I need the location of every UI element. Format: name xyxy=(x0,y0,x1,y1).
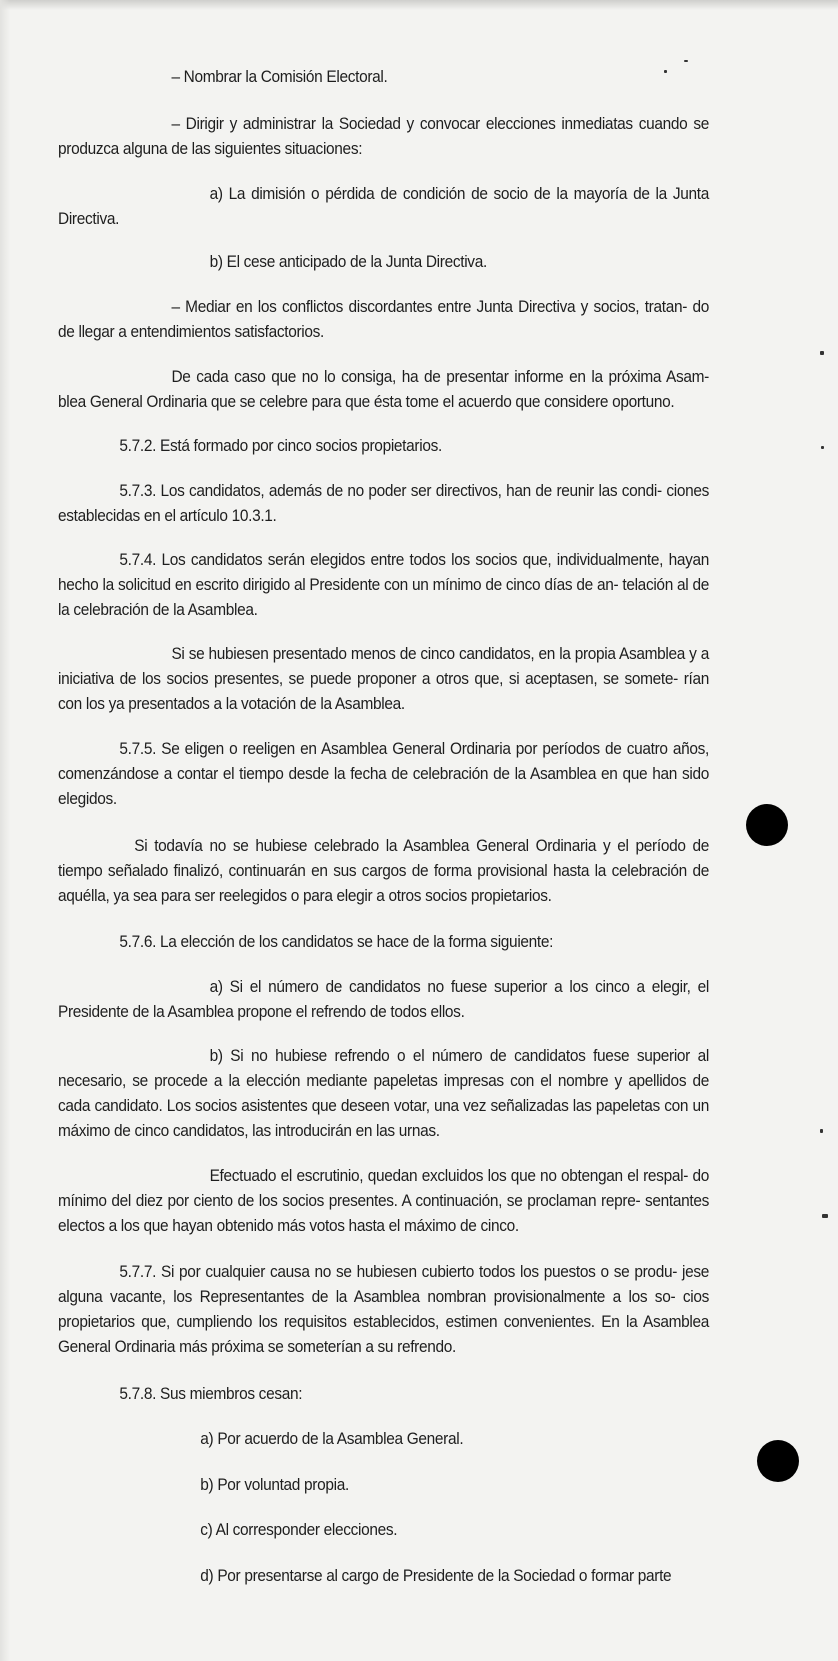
scan-speck xyxy=(684,60,688,62)
paragraph-7: 5.7.2. Está formado por cinco socios propietarios. xyxy=(119,436,442,455)
paragraph-4: b) El cese anticipado de la Junta Directiva. xyxy=(209,252,487,271)
scan-speck xyxy=(821,446,824,449)
paragraph-16: Efectuado el escrutinio, quedan excluidos los que no obtengan el respal- do mínimo del diez por ciento de los socios presentes. A continuación, se proclaman repre- sentantes electos a los que hayan obtenido más votos hasta el máximo de cinco. xyxy=(58,1166,709,1235)
scan-speck xyxy=(664,70,667,73)
paragraph-11: 5.7.5. Se eligen o reeligen en Asamblea General Ordinaria por períodos de cuatro años, comenzándose a contar el tiempo desde la fecha de celebración de la Asamblea en que han sido elegidos. xyxy=(58,739,709,808)
paragraph-20: b) Por voluntad propia. xyxy=(200,1475,349,1494)
paragraph-10: Si se hubiesen presentado menos de cinco candidatos, en la propia Asamblea y a iniciativa de los socios presentes, se puede proponer a otros que, si aceptasen, se somete- rían con los ya presentados a la votación de la Asamblea. xyxy=(58,644,710,713)
paragraph-2: – Dirigir y administrar la Sociedad y convocar elecciones inmediatas cuando se produzca alguna de las siguientes situaciones: xyxy=(58,114,710,158)
binder-hole-mark xyxy=(746,804,788,846)
paragraph-6: De cada caso que no lo consiga, ha de presentar informe en la próxima Asam- blea General Ordinaria que se celebre para que ésta tome el acuerdo que considere oportuno. xyxy=(58,367,710,411)
paragraph-17: 5.7.7. Si por cualquier causa no se hubiesen cubierto todos los puestos o se produ- jese alguna vacante, los Representantes de la Asamblea nombran provisionalmente a los so- cios propietarios que, cumpliendo los requisitos establecidos, estimen convenientes. En la Asamblea General Ordinaria más próxima se someterían a su refrendo. xyxy=(58,1262,709,1356)
paragraph-22: d) Por presentarse al cargo de Presidente de la Sociedad o formar parte xyxy=(200,1566,672,1585)
binder-hole-mark xyxy=(757,1440,799,1482)
paragraph-5: – Mediar en los conflictos discordantes entre Junta Directiva y socios, tratan- do de llegar a entendimientos satisfactorios. xyxy=(58,297,710,341)
paragraph-21: c) Al corresponder elecciones. xyxy=(200,1520,398,1539)
paragraph-8: 5.7.3. Los candidatos, además de no poder ser directivos, han de reunir las condi- ciones establecidas en el artículo 10.3.1. xyxy=(58,481,709,525)
scan-speck xyxy=(820,1129,823,1133)
paragraph-18: 5.7.8. Sus miembros cesan: xyxy=(119,1384,303,1403)
paragraph-12: Si todavía no se hubiese celebrado la Asamblea General Ordinaria y el período de tiempo señalado finalizó, continuarán en sus cargos de forma provisional hasta la celebración de aquélla, ya sea para ser reelegidos o para elegir a otros socios propietarios. xyxy=(58,836,709,905)
paragraph-1: – Nombrar la Comisión Electoral. xyxy=(171,67,388,86)
scan-speck xyxy=(820,351,824,355)
paragraph-13: 5.7.6. La elección de los candidatos se hace de la forma siguiente: xyxy=(119,932,554,951)
paragraph-3: a) La dimisión o pérdida de condición de socio de la mayoría de la Junta Directiva. xyxy=(58,184,709,228)
paragraph-15: b) Si no hubiese refrendo o el número de candidatos fuese superior al necesario, se procede a la elección mediante papeletas impresas con el nombre y apellidos de cada candidato. Los socios asistentes que deseen votar, una vez señalizadas las papeletas con un máximo de cinco candidatos, las introducirán en las urnas. xyxy=(58,1046,709,1140)
scan-speck xyxy=(822,1214,828,1218)
paragraph-9: 5.7.4. Los candidatos serán elegidos entre todos los socios que, individualmente, hayan hecho la solicitud en escrito dirigido al Presidente con un mínimo de cinco días de an- telación al de la celebración de la Asamblea. xyxy=(58,550,709,619)
paragraph-19: a) Por acuerdo de la Asamblea General. xyxy=(200,1429,464,1448)
paragraph-14: a) Si el número de candidatos no fuese superior a los cinco a elegir, el Presidente de la Asamblea propone el refrendo de todos ellos. xyxy=(58,977,709,1021)
